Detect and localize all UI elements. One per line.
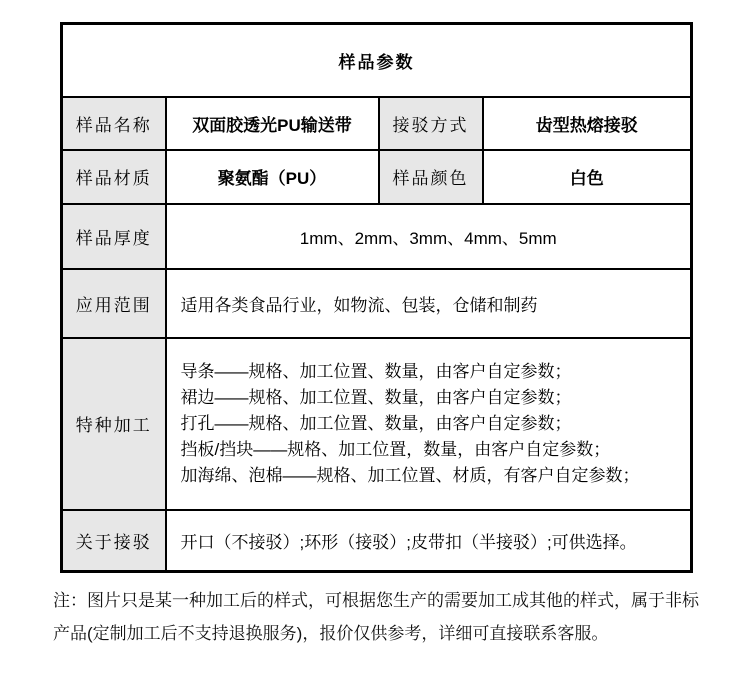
value-sample-material: 聚氨酯（PU） [166,150,379,204]
special-processing-line: 裙边——规格、加工位置、数量，由客户自定参数； [180,387,572,407]
table-row-special-processing [62,338,692,510]
table-row-about-joint [62,510,692,572]
footer-note-line2: 产品(定制加工后不支持退换服务)，报价仅供参考，详细可直接联系客服。 [53,624,609,643]
special-processing-line: 打孔——规格、加工位置、数量，由客户自定参数； [180,413,572,433]
table-row-sample-material [62,150,692,204]
special-processing-line: 加海绵、泡棉——规格、加工位置、材质，有客户自定参数； [180,465,640,485]
label-special-processing: 特种加工 [62,338,166,510]
value-special-processing [166,338,692,510]
label-about-joint: 关于接驳 [62,510,166,572]
value-sample-color: 白色 [483,150,692,204]
special-processing-line: 导条——规格、加工位置、数量，由客户自定参数； [180,361,572,381]
label-application-scope: 应用范围 [62,269,166,338]
value-joint-method: 齿型热熔接驳 [483,97,692,150]
value-sample-name: 双面胶透光PU输送带 [166,97,379,150]
label-sample-name: 样品名称 [62,97,166,150]
label-sample-color: 样品颜色 [379,150,483,204]
special-processing-line: 挡板/挡块——规格、加工位置，数量，由客户自定参数； [180,439,611,459]
table-row-application-scope [62,269,692,338]
table-title: 样品参数 [62,24,692,97]
footer-note [53,584,733,650]
value-application-scope: 适用各类食品行业，如物流、包装，仓储和制药 [166,269,692,338]
table-row-sample-thickness [62,204,692,269]
label-joint-method: 接驳方式 [379,97,483,150]
label-sample-material: 样品材质 [62,150,166,204]
value-about-joint: 开口（不接驳）;环形（接驳）;皮带扣（半接驳）;可供选择。 [166,510,692,572]
table-title-row [62,24,692,97]
label-sample-thickness: 样品厚度 [62,204,166,269]
value-sample-thickness: 1mm、2mm、3mm、4mm、5mm [166,204,692,269]
sample-parameters-table [60,22,693,573]
table-row-sample-name [62,97,692,150]
footer-note-line1: 注：图片只是某一种加工后的样式，可根据您生产的需要加工成其他的样式，属于非标 [53,591,699,610]
